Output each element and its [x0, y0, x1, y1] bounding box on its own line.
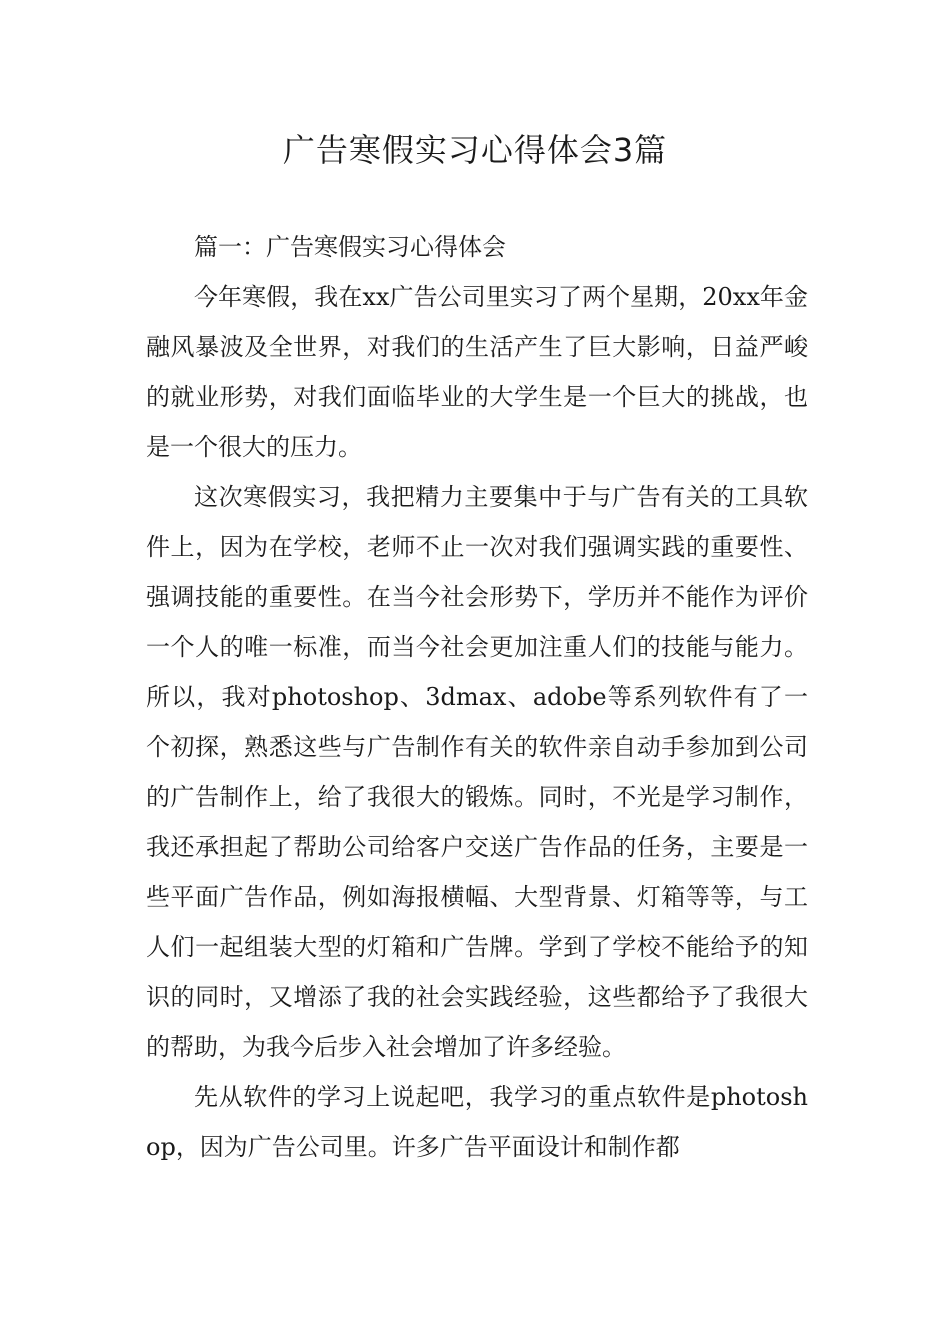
paragraph-1: 今年寒假，我在xx广告公司里实习了两个星期，20xx年金融风暴波及全世界，对我们的生活产生了巨大影响，日益严峻的就业形势，对我们面临毕业的大学生是一个巨大的挑战，也是一个很大的压力。	[146, 283, 808, 461]
document-body	[146, 222, 808, 1172]
paragraph-3: 先从软件的学习上说起吧，我学习的重点软件是photoshop，因为广告公司里。许多广告平面设计和制作都	[146, 1083, 808, 1161]
section-heading: 篇一：广告寒假实习心得体会	[194, 233, 506, 261]
paragraph-2: 这次寒假实习，我把精力主要集中于与广告有关的工具软件上，因为在学校，老师不止一次对我们强调实践的重要性、强调技能的重要性。在当今社会形势下，学历并不能作为评价一个人的唯一标准，而当今社会更加注重人们的技能与能力。所以，我对photoshop、3dmax、adobe等系列软件有了一个初探，熟悉这些与广告制作有关的软件亲自动手参加到公司的广告制作上，给了我很大的锻炼。同时，不光是学习制作，我还承担起了帮助公司给客户交送广告作品的任务，主要是一些平面广告作品，例如海报横幅、大型背景、灯箱等等，与工人们一起组装大型的灯箱和广告牌。学到了学校不能给予的知识的同时，又增添了我的社会实践经验，这些都给予了我很大的帮助，为我今后步入社会增加了许多经验。	[146, 483, 808, 1061]
document-title: 广告寒假实习心得体会3篇	[282, 131, 668, 169]
